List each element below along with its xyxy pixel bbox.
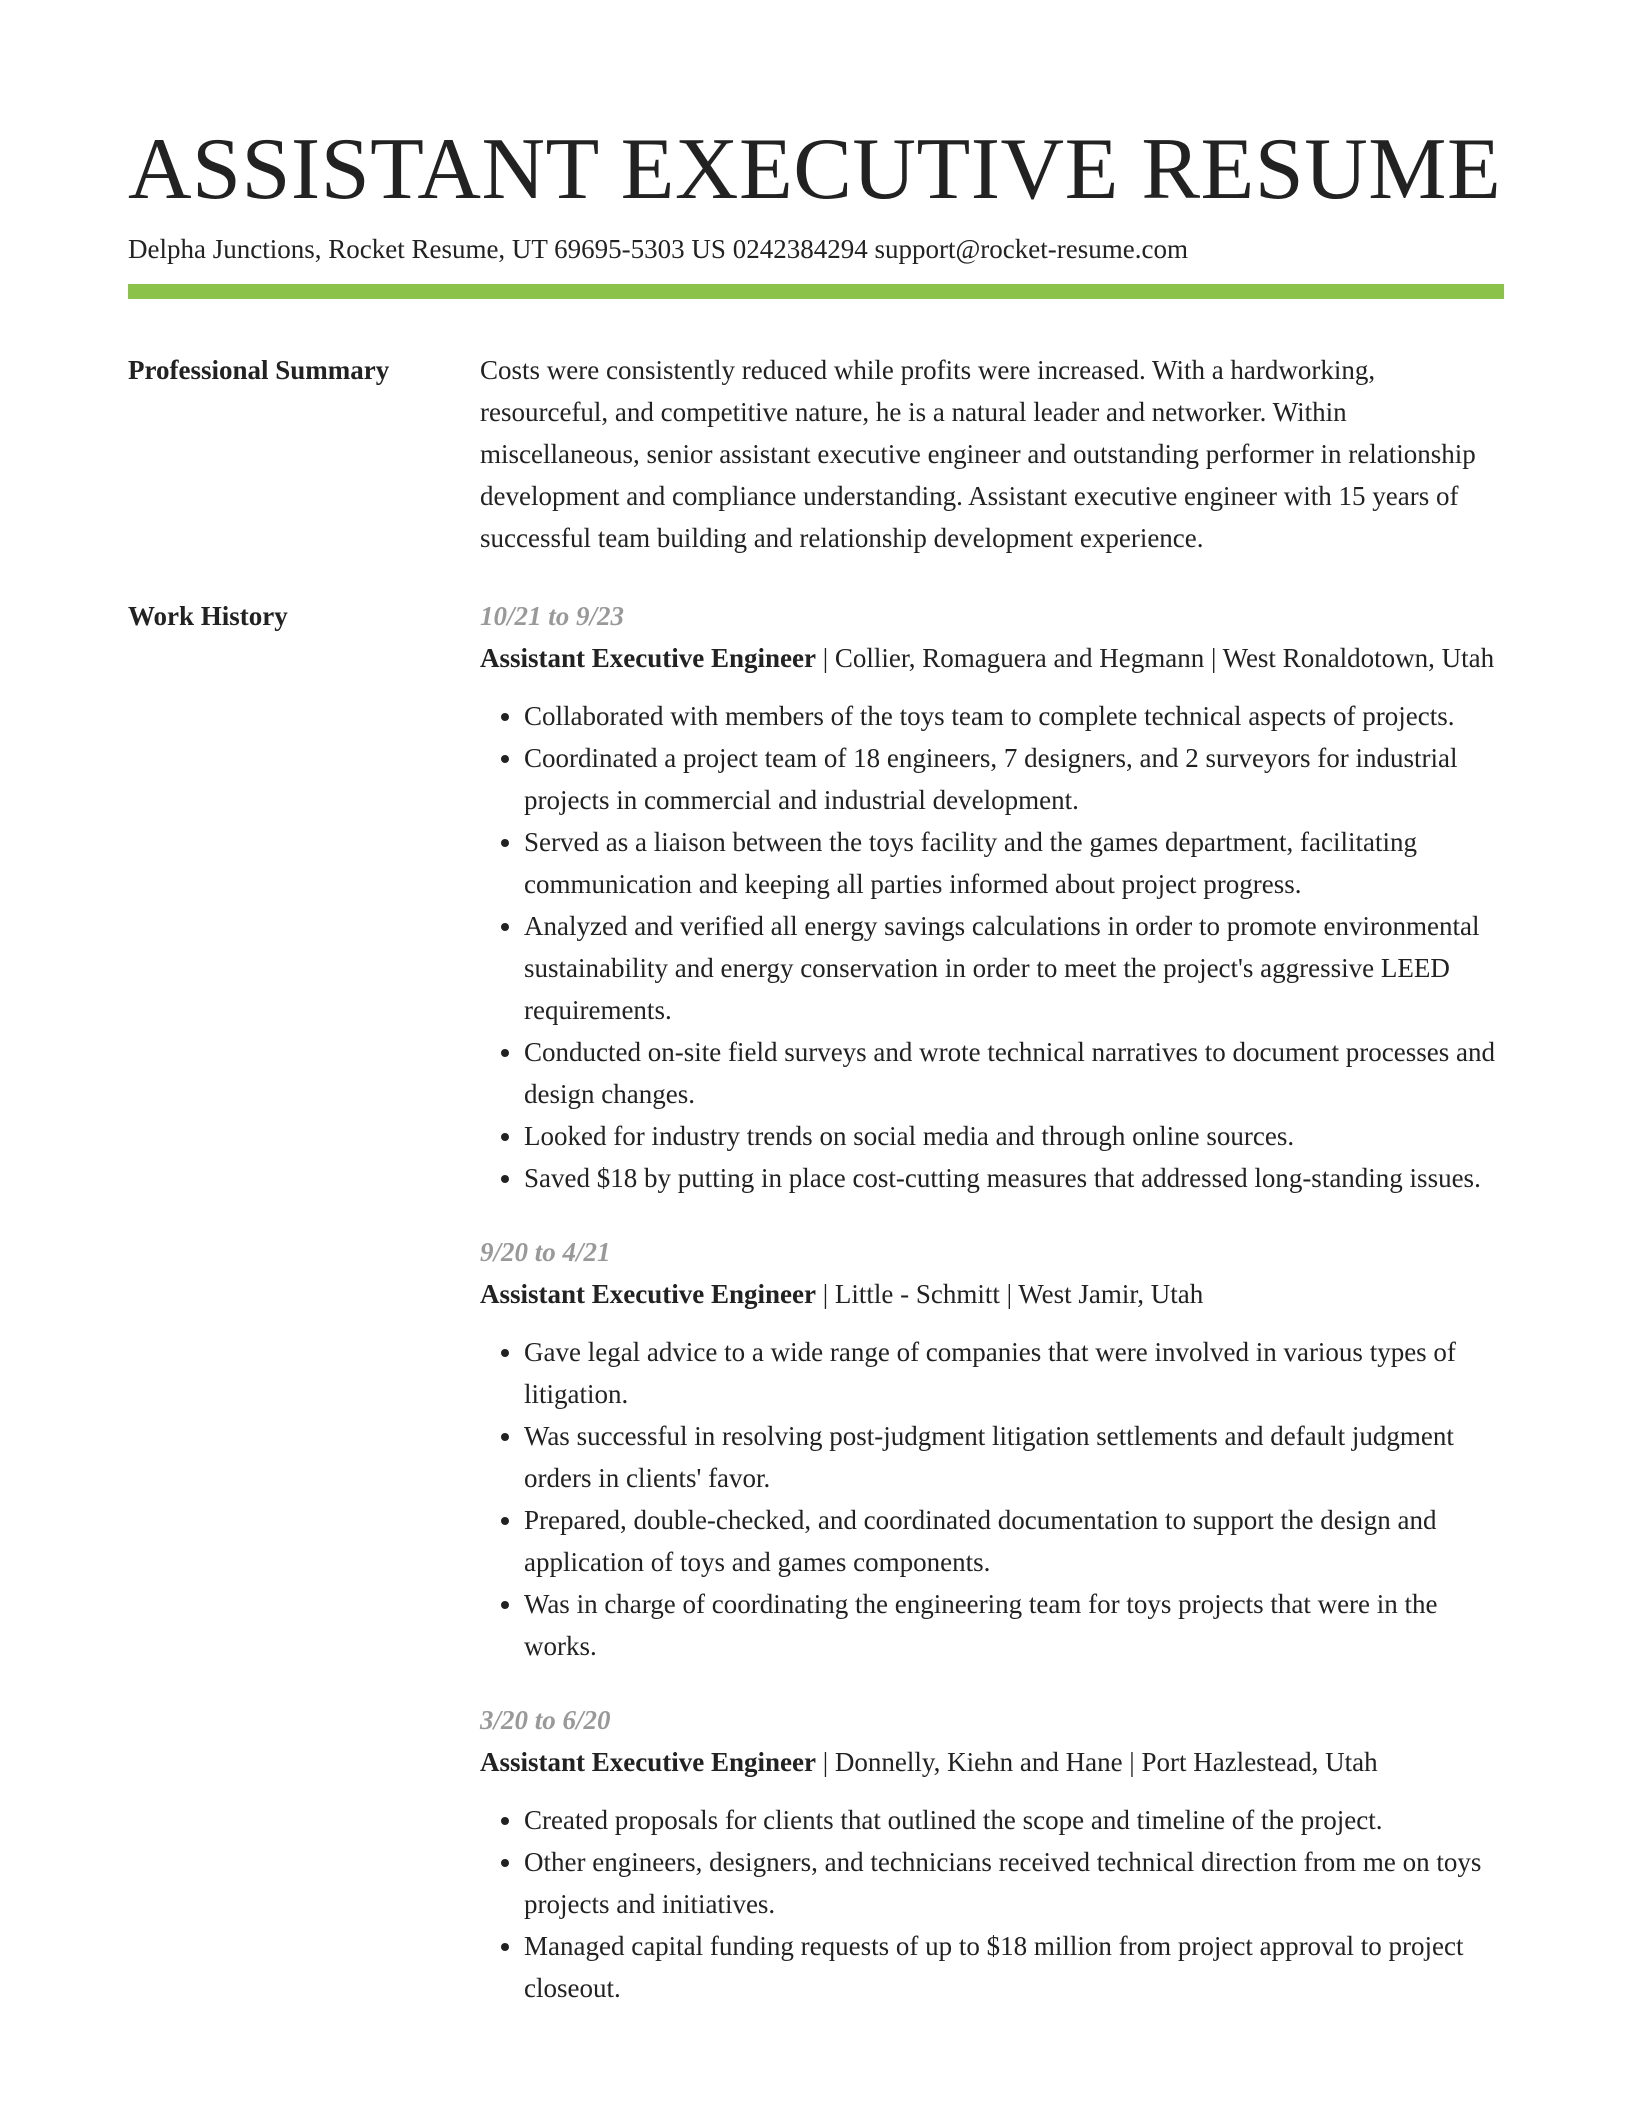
professional-summary-section (128, 349, 1504, 559)
job-employer-location: | Collier, Romaguera and Hegmann | West Ronaldotown, Utah (815, 643, 1495, 673)
job-heading (480, 1741, 1504, 1783)
resume-title: ASSISTANT EXECUTIVE RESUME (128, 121, 1502, 218)
job-entry (480, 595, 1504, 1199)
job-heading (480, 1273, 1504, 1315)
job-bullet: • Other engineers, designers, and technicians received technical direction from me on toys projects and initiatives. (524, 1841, 1504, 1925)
job-employer-location: | Little - Schmitt | West Jamir, Utah (815, 1279, 1204, 1309)
summary-text: Costs were consistently reduced while profits were increased. With a hardworking, resourceful, and competitive nature, he is a natural leader and networker. Within miscellaneous, senior assistant executive engineer and outstanding performer in relationship development and compliance understanding. Assistant executive engineer with 15 years of successful team building and relationship development experience. (480, 355, 1476, 553)
job-entry (480, 1699, 1504, 2009)
job-bullet: • Gave legal advice to a wide range of companies that were involved in various types of litigation. (524, 1331, 1504, 1415)
job-bullet-list (480, 1799, 1504, 2009)
job-bullet: • Served as a liaison between the toys facility and the games department, facilitating communication and keeping all parties informed about project progress. (524, 821, 1504, 905)
header-divider (128, 284, 1504, 299)
job-bullet: • Prepared, double-checked, and coordinated documentation to support the design and application of toys and games components. (524, 1499, 1504, 1583)
job-employer-location: | Donnelly, Kiehn and Hane | Port Hazlestead, Utah (815, 1747, 1378, 1777)
job-heading (480, 637, 1504, 679)
job-dates: 3/20 to 6/20 (480, 1705, 611, 1735)
work-history-body (480, 595, 1504, 2009)
job-bullet: • Created proposals for clients that outlined the scope and timeline of the project. (524, 1799, 1504, 1841)
job-bullet: • Looked for industry trends on social media and through online sources. (524, 1115, 1504, 1157)
job-bullet-list (480, 1331, 1504, 1667)
job-dates: 10/21 to 9/23 (480, 601, 625, 631)
work-history-section (128, 595, 1504, 2009)
job-bullet-list (480, 695, 1504, 1199)
resume-page (128, 0, 1504, 2009)
job-bullet: • Analyzed and verified all energy savings calculations in order to promote environmental sustainability and energy conservation in order to meet the project's aggressive LEED requirements. (524, 905, 1504, 1031)
section-label-summary: Professional Summary (128, 355, 390, 385)
job-title: Assistant Executive Engineer (480, 1747, 816, 1777)
job-bullet: • Managed capital funding requests of up to $18 million from project approval to project closeout. (524, 1925, 1504, 2009)
job-bullet: • Coordinated a project team of 18 engineers, 7 designers, and 2 surveyors for industrial projects in commercial and industrial development. (524, 737, 1504, 821)
job-bullet: • Collaborated with members of the toys team to complete technical aspects of projects. (524, 695, 1504, 737)
contact-info: Delpha Junctions, Rocket Resume, UT 69695-5303 US 0242384294 support@rocket-resume.com (128, 234, 1188, 264)
summary-body (480, 349, 1504, 559)
job-title: Assistant Executive Engineer (480, 643, 816, 673)
job-bullet: • Was successful in resolving post-judgment litigation settlements and default judgment orders in clients' favor. (524, 1415, 1504, 1499)
job-bullet: • Conducted on-site field surveys and wrote technical narratives to document processes and design changes. (524, 1031, 1504, 1115)
job-bullet: • Was in charge of coordinating the engineering team for toys projects that were in the works. (524, 1583, 1504, 1667)
job-title: Assistant Executive Engineer (480, 1279, 816, 1309)
job-dates: 9/20 to 4/21 (480, 1237, 611, 1267)
section-label-work-history: Work History (128, 601, 288, 631)
job-bullet: • Saved $18 by putting in place cost-cutting measures that addressed long-standing issues. (524, 1157, 1504, 1199)
job-entry (480, 1231, 1504, 1667)
